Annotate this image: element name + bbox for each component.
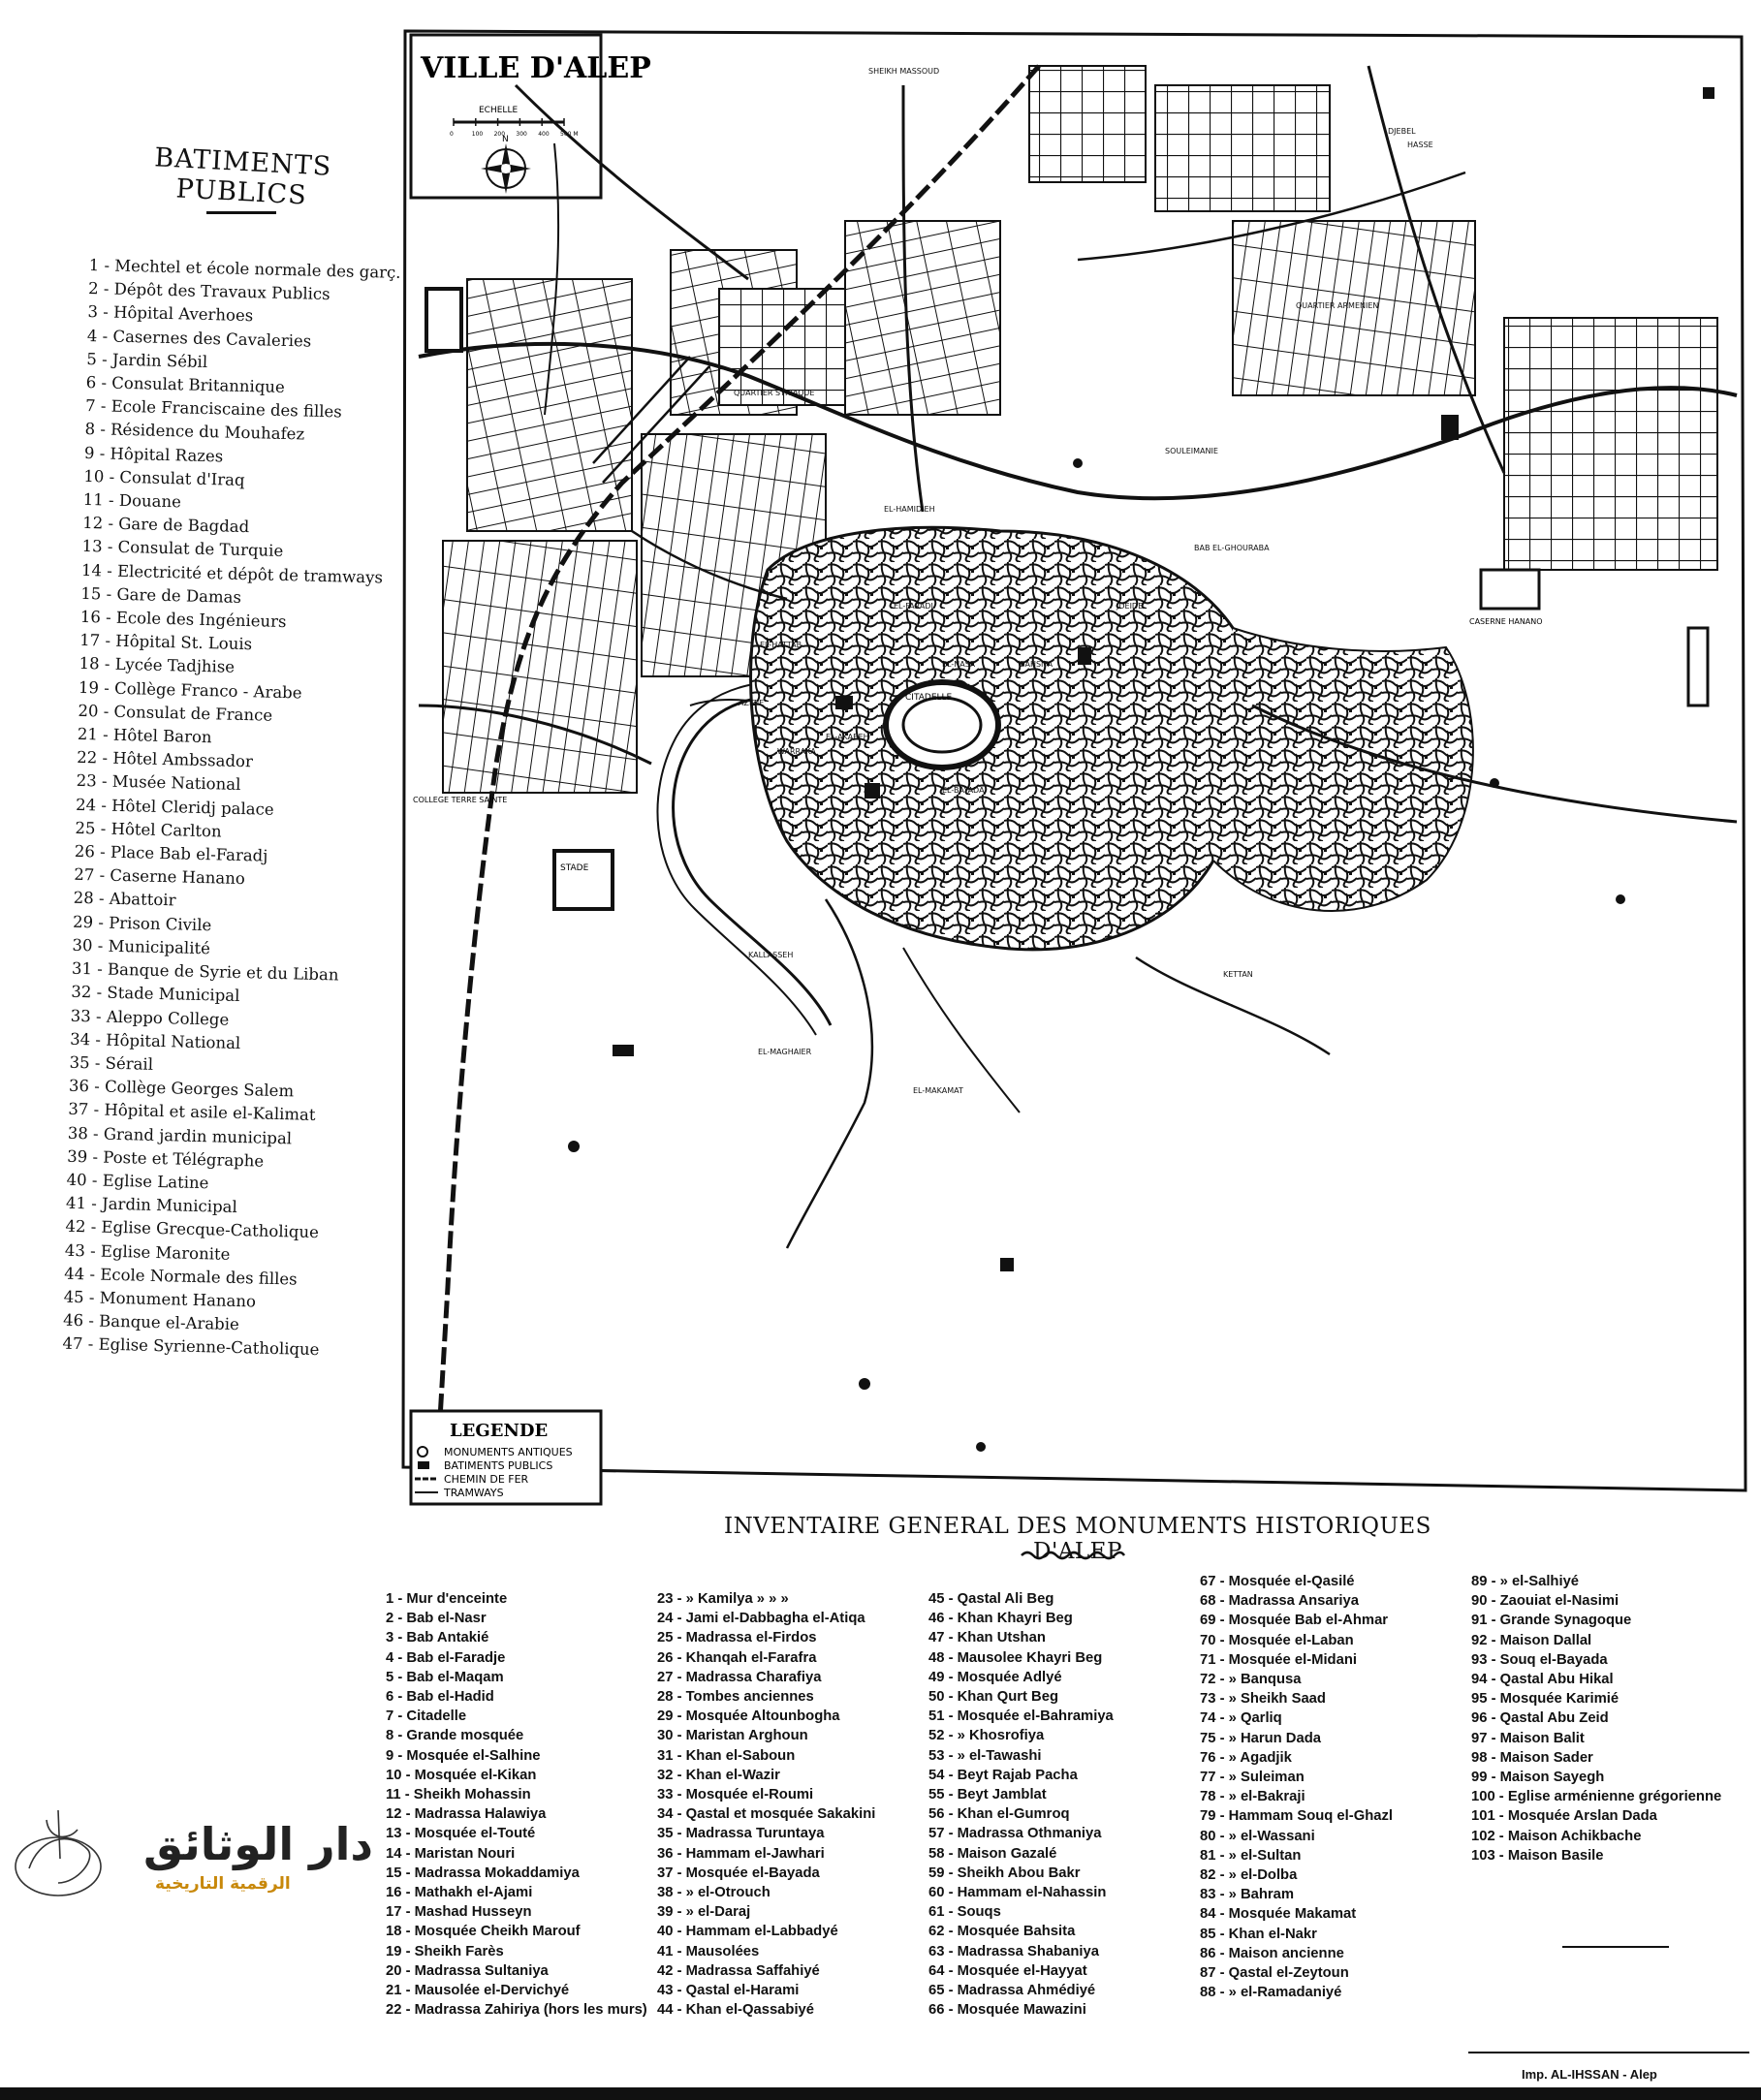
monument-item: 44 - Khan el-Qassabiyé — [657, 2002, 815, 2019]
monument-item: 61 - Souqs — [928, 1904, 1001, 1921]
public-building-item: 17 - Hôpital St. Louis — [79, 631, 253, 654]
public-building-item: 14 - Electricité et dépôt de tramways — [80, 560, 384, 587]
public-building-item: 37 - Hôpital et asile el-Kalimat — [68, 1100, 316, 1125]
monument-item: 24 - Jami el-Dabbagha el-Atiqa — [657, 1611, 865, 1627]
quarter-jabal — [1155, 85, 1330, 211]
public-building-item: 2 - Dépôt des Travaux Publics — [87, 279, 330, 304]
monument-item: 90 - Zaouiat el-Nasimi — [1471, 1593, 1619, 1610]
label-ghouraba: BAB EL-GHOURABA — [1194, 544, 1270, 552]
monument-item: 82 - » el-Dolba — [1200, 1867, 1298, 1884]
monument-item: 50 - Khan Qurt Beg — [928, 1689, 1059, 1706]
monument-item: 57 - Madrassa Othmaniya — [928, 1826, 1102, 1842]
watermark-logo-text: دار الوثائق — [143, 1818, 374, 1870]
monument-item: 80 - » el-Wassani — [1200, 1828, 1315, 1844]
monument-item: 46 - Khan Khayri Beg — [928, 1611, 1073, 1627]
monument-item: 8 - Grande mosquée — [386, 1728, 524, 1744]
legend-item: BATIMENTS PUBLICS — [444, 1459, 553, 1472]
monument-item: 94 - Qastal Abu Hikal — [1471, 1672, 1614, 1688]
monument-item: 89 - » el-Salhiyé — [1471, 1574, 1580, 1589]
quarter-east — [1504, 318, 1717, 570]
public-building-item: 30 - Municipalité — [72, 935, 211, 958]
imprint-rule — [1468, 2052, 1749, 2053]
monument-item: 101 - Mosquée Arslan Dada — [1471, 1808, 1657, 1825]
label-bayada: EL-BAYADA — [942, 786, 985, 795]
label-sheikhmasoud: SHEIKH MASSOUD — [868, 67, 940, 76]
label-syriaque: QUARTIER SYRIAQUE — [734, 389, 815, 397]
public-building-item: 33 - Aleppo College — [70, 1006, 230, 1029]
monument-item: 97 - Maison Balit — [1471, 1730, 1585, 1746]
imprint: Imp. AL-IHSSAN - Alep — [1522, 2067, 1657, 2082]
monument-item: 68 - Madrassa Ansariya — [1200, 1593, 1359, 1610]
inventory-column-5 — [1471, 1572, 1721, 1865]
monument-item: 40 - Hammam el-Labbadyé — [657, 1924, 838, 1940]
building-abattoir — [1688, 628, 1708, 705]
monument-item: 48 - Mausolee Khayri Beg — [928, 1649, 1103, 1666]
monument-item: 49 - Mosquée Adlyé — [928, 1669, 1062, 1685]
label-faradj: EL-FARADJ — [894, 602, 933, 611]
inventory-title: INVENTAIRE GENERAL DES MONUMENTS HISTORIQUES D'ALEP — [724, 1514, 1431, 1564]
monument-item: 19 - Sheikh Farès — [386, 1943, 504, 1959]
building-public-6 — [865, 783, 880, 799]
legend-item: CHEMIN DE FER — [444, 1473, 529, 1486]
public-building-item: 36 - Collège Georges Salem — [68, 1076, 295, 1101]
monument-item: 43 - Qastal el-Harami — [657, 1983, 800, 1999]
public-building-item: 22 - Hôtel Ambssador — [77, 748, 254, 771]
quarter-azizie — [467, 279, 632, 531]
public-building-item: 38 - Grand jardin municipal — [67, 1123, 293, 1147]
monument-item: 11 - Sheikh Mohassin — [386, 1787, 531, 1803]
monument-item: 86 - Maison ancienne — [1200, 1945, 1344, 1961]
label-makamat: EL-MAKAMAT — [913, 1086, 963, 1095]
label-bahsita: BAHSITA — [1020, 660, 1053, 669]
monument-item: 73 - » Sheikh Saad — [1200, 1691, 1326, 1708]
monument-item: 99 - Maison Sayegh — [1471, 1770, 1605, 1786]
monument-item: 83 - » Bahram — [1200, 1887, 1295, 1903]
label-kallasseh: KALLASSEH — [748, 951, 794, 959]
scale-tick-label: 300 — [516, 131, 527, 138]
building-public-5 — [835, 696, 853, 709]
building-public-2 — [1703, 87, 1714, 99]
publics-title-underline — [206, 211, 276, 214]
monument-item: 41 - Mausolées — [657, 1943, 760, 1959]
monument-item: 54 - Beyt Rajab Pacha — [928, 1767, 1078, 1783]
label-kettan: KETTAN — [1223, 970, 1253, 979]
public-building-item: 18 - Lycée Tadjhise — [79, 654, 236, 677]
public-building-item: 21 - Hôtel Baron — [77, 724, 212, 747]
public-building-item: 6 - Consulat Britannique — [85, 372, 286, 396]
monument-3 — [1490, 778, 1499, 788]
public-building-item: 40 - Eglise Latine — [66, 1170, 209, 1193]
legend-title: LEGENDE — [450, 1421, 549, 1441]
legend-public-icon — [418, 1461, 429, 1469]
public-building-item: 11 - Douane — [82, 489, 182, 512]
scale-label: ECHELLE — [479, 106, 519, 115]
public-building-item: 39 - Poste et Télégraphe — [67, 1146, 265, 1171]
building-public-3 — [613, 1045, 634, 1056]
monument-item: 58 - Maison Gazalé — [928, 1845, 1057, 1862]
monument-item: 67 - Mosquée el-Qasilé — [1200, 1574, 1355, 1589]
quarter-north — [1029, 66, 1146, 182]
monument-item: 71 - Mosquée el-Midani — [1200, 1651, 1357, 1668]
map-legend — [411, 1411, 601, 1504]
label-akabeh: EL-AKABEH — [826, 733, 869, 741]
map-cartouche — [411, 35, 651, 198]
monument-item: 55 - Beyt Jamblat — [928, 1787, 1047, 1803]
public-building-item: 13 - Consulat de Turquie — [81, 537, 284, 561]
monument-item: 78 - » el-Bakraji — [1200, 1789, 1305, 1805]
monument-item: 65 - Madrassa Ahmédiyé — [928, 1983, 1096, 1999]
title-ornament — [1020, 1549, 1126, 1562]
monument-item: 38 - » el-Otrouch — [657, 1885, 770, 1901]
public-building-item: 26 - Place Bab el-Faradj — [74, 841, 268, 865]
monument-1 — [568, 1141, 580, 1152]
monument-item: 76 - » Agadjik — [1200, 1749, 1292, 1766]
public-building-item: 24 - Hôtel Cleridj palace — [75, 795, 274, 819]
monument-item: 72 - » Banqusa — [1200, 1672, 1302, 1688]
public-building-item: 1 - Mechtel et école normale des garç. — [88, 255, 401, 282]
publics-title: BATIMENTS PUBLICS — [153, 142, 333, 211]
monument-item: 53 - » el-Tawashi — [928, 1747, 1042, 1764]
watermark-logo-subtitle: الرقمية التاريخية — [155, 1874, 291, 1894]
monument-item: 33 - Mosquée el-Roumi — [657, 1787, 814, 1803]
building-public-1 — [1441, 415, 1459, 440]
label-armenien: QUARTIER ARMENIEN — [1296, 301, 1379, 310]
label-hamidieh: EL-HAMIDIEH — [884, 505, 935, 514]
monument-item: 59 - Sheikh Abou Bakr — [928, 1865, 1081, 1881]
monument-item: 21 - Mausolée el-Dervichyé — [386, 1983, 570, 1999]
scale-tick-label: 400 — [538, 131, 550, 138]
monument-item: 14 - Maristan Nouri — [386, 1845, 516, 1862]
label-college: COLLEGE TERRE SAINTE — [413, 796, 508, 804]
monument-item: 52 - » Khosrofiya — [928, 1728, 1045, 1744]
monument-item: 79 - Hammam Souq el-Ghazl — [1200, 1808, 1393, 1825]
scale-tick-label: 200 — [493, 131, 506, 138]
monument-item: 32 - Khan el-Wazir — [657, 1767, 780, 1783]
monument-item: 87 - Qastal el-Zeytoun — [1200, 1965, 1349, 1982]
monument-item: 27 - Madrassa Charafiya — [657, 1669, 822, 1685]
scale-tick-label: 0 — [450, 131, 454, 138]
label-jebel: DJEBEL — [1388, 127, 1416, 136]
stade-label: STADE — [560, 863, 589, 873]
public-building-item: 42 - Eglise Grecque-Catholique — [65, 1217, 320, 1242]
public-building-item: 20 - Consulat de France — [78, 701, 273, 725]
public-building-item: 10 - Consulat d'Iraq — [83, 466, 245, 489]
public-building-item: 15 - Gare de Damas — [80, 583, 242, 607]
monument-item: 60 - Hammam el-Nahassin — [928, 1885, 1107, 1901]
monument-item: 9 - Mosquée el-Salhine — [386, 1747, 541, 1764]
public-building-item: 5 - Jardin Sébil — [86, 349, 208, 371]
monument-item: 88 - » el-Ramadaniyé — [1200, 1985, 1342, 2001]
quarter-souleimanie — [845, 221, 1000, 415]
road-south — [787, 899, 872, 1248]
monument-item: 37 - Mosquée el-Bayada — [657, 1865, 820, 1881]
public-building-item: 44 - Ecole Normale des filles — [64, 1264, 298, 1289]
inventory-column-3 — [928, 1589, 1114, 2020]
public-building-item: 47 - Eglise Syrienne-Catholique — [62, 1334, 320, 1360]
monument-item: 70 - Mosquée el-Laban — [1200, 1632, 1354, 1648]
public-building-item: 23 - Musée National — [76, 771, 241, 795]
building-public-7 — [1078, 647, 1091, 665]
caserne-label: CASERNE HANANO — [1469, 617, 1543, 626]
monument-item: 45 - Qastal Ali Beg — [928, 1591, 1054, 1607]
monument-item: 12 - Madrassa Halawiya — [386, 1806, 547, 1823]
public-building-item: 28 - Abattoir — [73, 889, 176, 910]
legend-item: TRAMWAYS — [444, 1487, 504, 1499]
monument-item: 62 - Mosquée Bahsita — [928, 1924, 1076, 1940]
public-building-item: 35 - Sérail — [69, 1052, 154, 1074]
public-building-item: 31 - Banque de Syrie et du Liban — [71, 958, 339, 985]
building-public-4 — [1000, 1258, 1014, 1271]
label-nasr: EL-NASR — [942, 660, 976, 669]
monument-item: 92 - Maison Dallal — [1471, 1632, 1592, 1648]
public-building-item: 32 - Stade Municipal — [71, 983, 240, 1006]
public-building-item: 3 - Hôpital Averhoes — [87, 302, 254, 326]
public-building-item: 8 - Résidence du Mouhafez — [84, 420, 305, 444]
public-building-item: 25 - Hôtel Carlton — [75, 818, 222, 841]
monument-2 — [976, 1442, 986, 1452]
public-building-item: 29 - Prison Civile — [72, 912, 212, 934]
public-building-item: 9 - Hôpital Razes — [83, 443, 224, 466]
inventory-column-2 — [657, 1589, 875, 2020]
monument-item: 100 - Eglise arménienne grégorienne — [1471, 1789, 1722, 1805]
monument-item: 91 - Grande Synagoque — [1471, 1613, 1632, 1629]
monument-item: 75 - » Harun Dada — [1200, 1730, 1321, 1746]
label-hattab: EL-HATTAB — [760, 641, 802, 649]
inventory-column-4 — [1200, 1572, 1393, 2002]
monument-item: 77 - » Suleiman — [1200, 1770, 1305, 1786]
public-building-item: 19 - Collège Franco - Arabe — [78, 677, 302, 703]
label-warraka: WARRAKA — [777, 747, 816, 756]
monument-item: 96 - Qastal Abu Zeid — [1471, 1710, 1609, 1727]
monument-item: 102 - Maison Achikbache — [1471, 1828, 1642, 1844]
monument-item: 85 - Khan el-Nakr — [1200, 1926, 1317, 1942]
monument-item: 16 - Mathakh el-Ajami — [386, 1885, 533, 1901]
monument-item: 42 - Madrassa Saffahiyé — [657, 1962, 820, 1979]
monument-item: 84 - Mosquée Makamat — [1200, 1906, 1357, 1923]
building-mechtel — [426, 289, 461, 351]
monument-item: 36 - Hammam el-Jawhari — [657, 1845, 825, 1862]
monument-item: 15 - Madrassa Mokaddamiya — [386, 1865, 580, 1881]
monument-item: 20 - Madrassa Sultaniya — [386, 1962, 549, 1979]
monument-item: 7 - Citadelle — [386, 1708, 467, 1725]
label-maghaier: EL-MAGHAIER — [758, 1048, 812, 1056]
public-building-item: 45 - Monument Hanano — [63, 1287, 257, 1311]
public-building-item: 41 - Jardin Municipal — [65, 1193, 237, 1217]
public-building-item: 4 - Casernes des Cavaleries — [86, 326, 312, 351]
monument-item: 26 - Khanqah el-Farafra — [657, 1649, 817, 1666]
monument-item: 1 - Mur d'enceinte — [386, 1591, 508, 1607]
public-building-item: 12 - Gare de Bagdad — [81, 514, 250, 537]
monument-item: 29 - Mosquée Altounbogha — [657, 1708, 840, 1725]
monument-item: 74 - » Qarliq — [1200, 1710, 1282, 1727]
monument-item: 25 - Madrassa el-Firdos — [657, 1630, 817, 1646]
monument-item: 6 - Bab el-Hadid — [386, 1689, 494, 1706]
public-building-item: 7 - Ecole Franciscaine des filles — [84, 396, 343, 422]
label-hasse: HASSE — [1407, 141, 1433, 149]
label-azizie: AZIZIE — [739, 699, 765, 707]
monument-item: 30 - Maristan Arghoun — [657, 1728, 808, 1744]
monument-item: 34 - Qastal et mosquée Sakakini — [657, 1806, 876, 1823]
publics-list — [62, 254, 419, 1364]
bottom-edge — [0, 2087, 1761, 2100]
monument-item: 47 - Khan Utshan — [928, 1630, 1046, 1646]
city-map[interactable] — [399, 27, 1751, 1512]
monument-item: 17 - Mashad Husseyn — [386, 1904, 532, 1921]
monument-item: 69 - Mosquée Bab el-Ahmar — [1200, 1613, 1389, 1629]
monument-item: 39 - » el-Daraj — [657, 1904, 751, 1921]
monument-item: 98 - Maison Sader — [1471, 1749, 1593, 1766]
public-building-item: 34 - Hôpital National — [69, 1029, 241, 1052]
monument-item: 66 - Mosquée Mawazini — [928, 2002, 1086, 2019]
quarter-syriaque — [719, 289, 855, 405]
monument-item: 63 - Madrassa Shabaniya — [928, 1943, 1100, 1959]
public-building-item: 16 - Ecole des Ingénieurs — [79, 607, 287, 632]
monument-5 — [1073, 458, 1083, 468]
monument-item: 22 - Madrassa Zahiriya (hors les murs) — [386, 2002, 647, 2019]
caserne-hanano — [1481, 570, 1539, 609]
separator-rule — [1562, 1946, 1669, 1948]
monument-item: 56 - Khan el-Gumroq — [928, 1806, 1070, 1823]
inventory-column-1 — [386, 1589, 647, 2020]
monument-item: 64 - Mosquée el-Hayyat — [928, 1962, 1087, 1979]
monument-item: 31 - Khan el-Saboun — [657, 1747, 796, 1764]
public-building-item: 43 - Eglise Maronite — [64, 1240, 231, 1264]
map-title: VILLE D'ALEP — [421, 51, 651, 85]
monument-item: 35 - Madrassa Turuntaya — [657, 1826, 825, 1842]
label-souleimanie: SOULEIMANIE — [1165, 447, 1218, 455]
stade — [554, 851, 613, 909]
legend-item: MONUMENTS ANTIQUES — [444, 1446, 573, 1458]
citadel-label: CITADELLE — [905, 693, 953, 703]
north-label: N — [502, 135, 509, 144]
monument-item: 13 - Mosquée el-Touté — [386, 1826, 536, 1842]
quarter-west — [443, 541, 637, 793]
monument-item: 3 - Bab Antakié — [386, 1630, 489, 1646]
public-building-item: 46 - Banque el-Arabie — [62, 1310, 240, 1334]
scale-tick-label: 500 M — [560, 131, 579, 138]
monument-item: 95 - Mosquée Karimié — [1471, 1691, 1619, 1708]
monument-item: 5 - Bab el-Maqam — [386, 1669, 504, 1685]
monument-item: 2 - Bab el-Nasr — [386, 1611, 487, 1627]
label-jdeide: JDEIDE — [1116, 602, 1144, 611]
monument-item: 81 - » el-Sultan — [1200, 1847, 1302, 1864]
monument-item: 23 - » Kamilya » » » — [657, 1591, 789, 1607]
scale-tick-label: 100 — [471, 131, 484, 138]
monument-item: 93 - Souq el-Bayada — [1471, 1651, 1608, 1668]
citadel — [886, 682, 998, 768]
monument-item: 103 - Maison Basile — [1471, 1847, 1604, 1864]
monument-4 — [1616, 894, 1625, 904]
monument-item: 51 - Mosquée el-Bahramiya — [928, 1708, 1114, 1725]
monument-item: 18 - Mosquée Cheikh Marouf — [386, 1924, 581, 1940]
monument-item: 28 - Tombes anciennes — [657, 1689, 814, 1706]
quarter-east-old — [1213, 628, 1473, 911]
public-building-item: 27 - Caserne Hanano — [74, 865, 246, 889]
monument-6 — [859, 1378, 870, 1390]
monument-item: 4 - Bab el-Faradje — [386, 1649, 506, 1666]
monument-item: 10 - Mosquée el-Kikan — [386, 1767, 537, 1783]
